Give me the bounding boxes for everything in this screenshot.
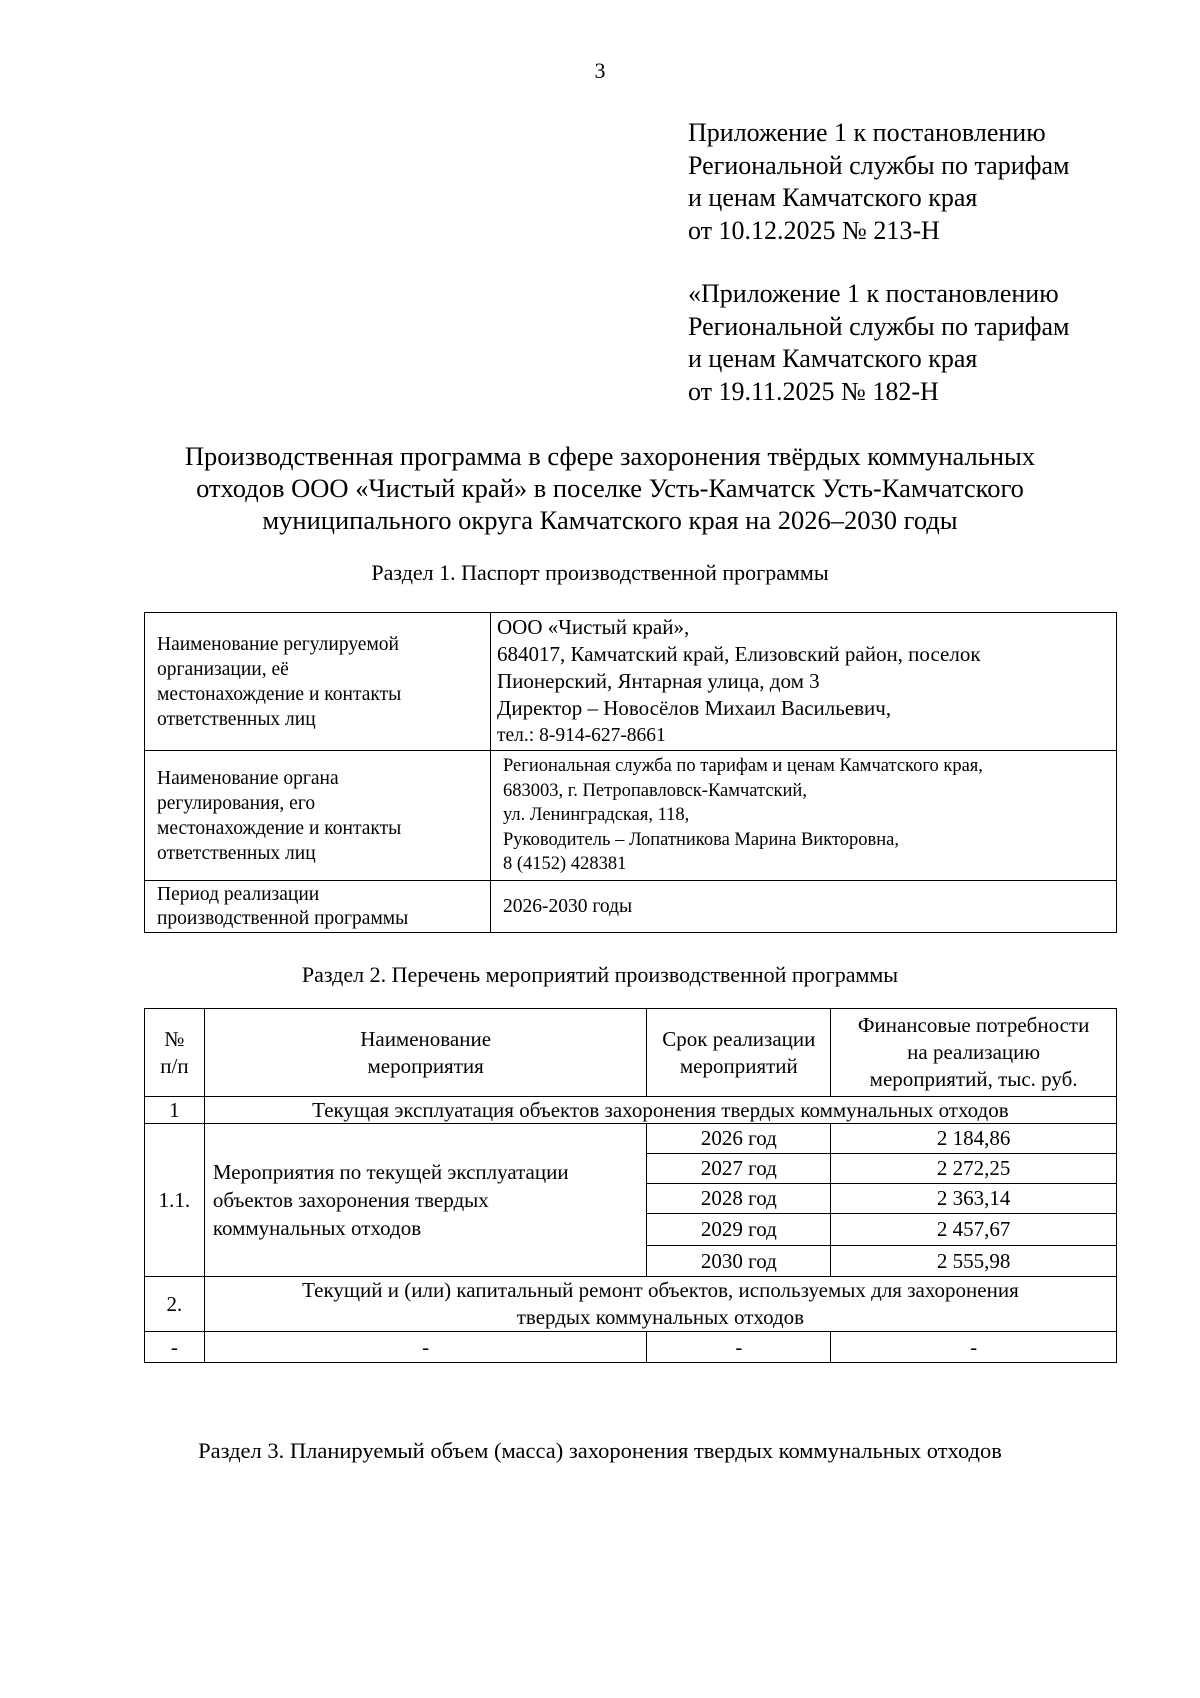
label-line: организации, её (157, 658, 289, 680)
label-line: местонахождение и контакты (157, 683, 402, 705)
value-line: 8 (4152) 428381 (503, 854, 627, 875)
year-cell: 2029 год (647, 1214, 831, 1246)
events-table (144, 1008, 1117, 1363)
passport-row-period (145, 881, 1117, 933)
dash-cell: - (647, 1332, 831, 1363)
label-line: Период реализации (157, 883, 320, 905)
value-line: 684017, Камчатский край, Елизовский район, поселок (497, 642, 981, 666)
amount-cell: 2 457,67 (831, 1214, 1117, 1246)
amount-cell: 2 555,98 (831, 1246, 1117, 1277)
appendix-current-reference (688, 117, 1069, 247)
label-line: Наименование регулируемой (157, 633, 399, 655)
label-line: производственной программы (157, 907, 409, 929)
value-line: Руководитель – Лопатникова Марина Викторовна, (503, 829, 900, 850)
dash-cell: - (145, 1332, 205, 1363)
header-line: Срок реализации (662, 1026, 816, 1051)
title-line: муниципального округа Камчатского края на 2026–2030 годы (262, 505, 958, 535)
group1-num: 1 (145, 1097, 205, 1124)
title-line: Производственная программа в сфере захоронения твёрдых коммунальных (184, 441, 1036, 471)
item-name (204, 1124, 647, 1277)
appendix-line: Региональной службы по тарифам (688, 150, 1070, 180)
appendix-line: и ценам Камчатского края (688, 183, 978, 212)
year-cell: 2030 год (647, 1246, 831, 1277)
year-cell: 2028 год (647, 1184, 831, 1214)
label-line: регулирования, его (157, 792, 316, 814)
header-line: мероприятий (679, 1053, 798, 1078)
events-header-row (145, 1009, 1117, 1097)
header-line: Финансовые потребности (857, 1013, 1090, 1037)
amount-cell: 2 272,25 (831, 1154, 1117, 1184)
passport-table (144, 612, 1117, 933)
group2-title-line: Текущий и (или) капитальный ремонт объектов, используемых для захоронения (302, 1278, 1019, 1302)
value-line: ООО «Чистый край», (497, 615, 690, 639)
value-line: 2026-2030 годы (503, 895, 633, 917)
section2-heading: Раздел 2. Перечень мероприятий производственной программы (301, 962, 899, 987)
group2-title (204, 1277, 1116, 1332)
header-period (647, 1009, 831, 1097)
group2-row (145, 1277, 1117, 1332)
appendix-line: Региональной службы по тарифам (688, 311, 1070, 341)
header-line: на реализацию (907, 1040, 1041, 1064)
group1-title: Текущая эксплуатация объектов захоронения твердых коммунальных отходов (204, 1097, 1116, 1124)
dash-cell: - (831, 1332, 1117, 1363)
header-line: Наименование (360, 1026, 492, 1051)
value-line: Директор – Новосёлов Михаил Васильевич, (497, 696, 892, 720)
value-line: Региональная служба по тарифам и ценам Камчатского края, (503, 756, 983, 777)
header-line: мероприятий, тыс. руб. (869, 1067, 1078, 1091)
header-finance (831, 1009, 1117, 1097)
value-line: Пионерский, Янтарная улица, дом 3 (497, 669, 820, 693)
item-name-line: Мероприятия по текущей эксплуатации (212, 1160, 569, 1184)
year-cell: 2026 год (647, 1124, 831, 1154)
header-line: п/п (160, 1053, 189, 1078)
year-cell: 2027 год (647, 1154, 831, 1184)
header-line: мероприятия (367, 1053, 484, 1078)
group2-title-line: твердых коммунальных отходов (516, 1305, 805, 1329)
passport-value (491, 613, 1117, 751)
passport-row-organization (145, 613, 1117, 751)
value-line: 683003, г. Петропавловск-Камчатский, (503, 780, 807, 801)
passport-value (491, 881, 1117, 933)
amount-cell: 2 363,14 (831, 1184, 1117, 1214)
label-line: ответственных лиц (157, 708, 316, 730)
header-name (204, 1009, 647, 1097)
value-line: тел.: 8-914-627-8661 (497, 725, 666, 746)
passport-label (145, 751, 491, 881)
appendix-line: Приложение 1 к постановлению (688, 118, 1046, 147)
table-row (145, 1124, 1117, 1154)
section1-heading: Раздел 1. Паспорт производственной программы (371, 560, 829, 585)
group2-num: 2. (145, 1277, 205, 1332)
document-title (120, 440, 1100, 536)
item-name-line: объектов захоронения твердых (212, 1188, 489, 1212)
section3-heading: Раздел 3. Планируемый объем (масса) захоронения твердых коммунальных отходов (198, 1438, 1002, 1463)
appendix-line: и ценам Камчатского края (688, 344, 978, 373)
appendix-line: от 19.11.2025 № 182-Н (688, 376, 939, 406)
appendix-line: от 10.12.2025 № 213-Н (688, 215, 940, 245)
value-line: ул. Ленинградская, 118, (503, 805, 690, 826)
title-line: отходов ООО «Чистый край» в поселке Усть-Камчатск Усть-Камчатского (196, 473, 1024, 503)
passport-row-regulator (145, 751, 1117, 881)
label-line: ответственных лиц (157, 842, 316, 864)
header-line: № (164, 1026, 185, 1051)
passport-label (145, 613, 491, 751)
label-line: местонахождение и контакты (157, 817, 402, 839)
item-num: 1.1. (145, 1124, 205, 1277)
item-name-line: коммунальных отходов (212, 1216, 422, 1240)
label-line: Наименование органа (157, 767, 339, 789)
passport-value (491, 751, 1117, 881)
table-row (145, 1332, 1117, 1363)
appendix-previous-reference (688, 278, 1069, 408)
dash-cell: - (204, 1332, 647, 1363)
appendix-line: «Приложение 1 к постановлению (688, 279, 1059, 308)
header-num (145, 1009, 205, 1097)
amount-cell: 2 184,86 (831, 1124, 1117, 1154)
group1-row (145, 1097, 1117, 1124)
passport-label (145, 881, 491, 933)
page-number: 3 (594, 58, 606, 83)
